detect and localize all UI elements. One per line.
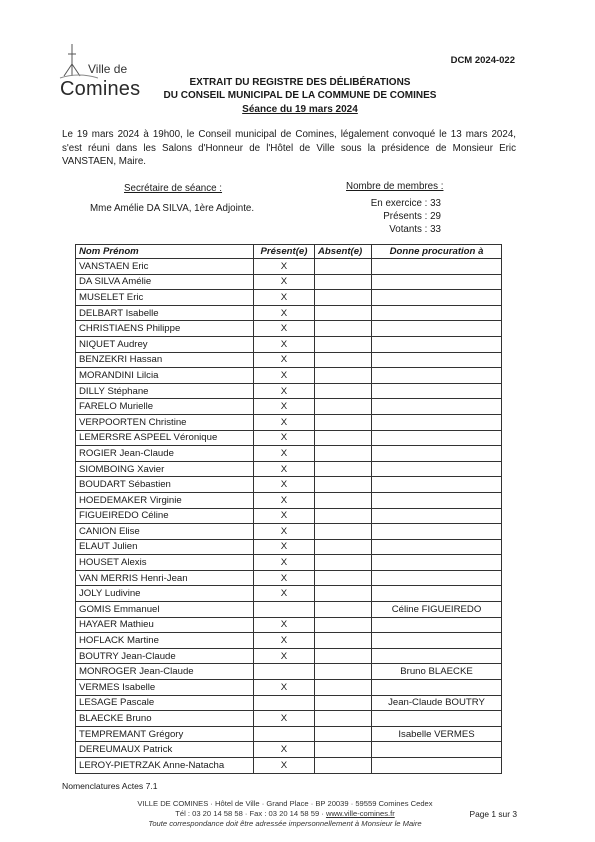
cell-name: ROGIER Jean-Claude <box>76 446 254 462</box>
table-row <box>76 274 502 290</box>
cell-present: X <box>254 711 315 727</box>
cell-absent <box>315 336 372 352</box>
cell-present: X <box>254 368 315 384</box>
city-logo <box>58 42 144 100</box>
cell-name: FARELO Murielle <box>76 399 254 415</box>
cell-name: HOUSET Alexis <box>76 555 254 571</box>
cell-name: VERPOORTEN Christine <box>76 414 254 430</box>
cell-name: GOMIS Emmanuel <box>76 602 254 618</box>
header-present: Présent(e) <box>254 245 315 259</box>
cell-procuration <box>372 586 502 602</box>
cell-present <box>254 726 315 742</box>
cell-procuration <box>372 633 502 649</box>
cell-absent <box>315 602 372 618</box>
cell-procuration <box>372 352 502 368</box>
cell-name: CANION Elise <box>76 524 254 540</box>
cell-present: X <box>254 570 315 586</box>
cell-present <box>254 695 315 711</box>
cell-procuration <box>372 680 502 696</box>
cell-present: X <box>254 446 315 462</box>
attendance-table <box>75 244 502 774</box>
cell-absent <box>315 726 372 742</box>
cell-present: X <box>254 399 315 415</box>
cell-present <box>254 602 315 618</box>
header-line-1: EXTRAIT DU REGISTRE DES DÉLIBÉRATIONS <box>189 77 411 88</box>
table-row <box>76 446 502 462</box>
cell-absent <box>315 508 372 524</box>
cell-absent <box>315 368 372 384</box>
cell-name: MORANDINI Lilcia <box>76 368 254 384</box>
cell-present: X <box>254 259 315 275</box>
members-presents: Présents : 29 <box>383 211 441 222</box>
table-row <box>76 586 502 602</box>
cell-present: X <box>254 477 315 493</box>
cell-procuration <box>372 274 502 290</box>
cell-absent <box>315 648 372 664</box>
cell-absent <box>315 492 372 508</box>
cell-name: BENZEKRI Hassan <box>76 352 254 368</box>
cell-present: X <box>254 414 315 430</box>
cell-procuration <box>372 617 502 633</box>
table-row <box>76 726 502 742</box>
cell-absent <box>315 290 372 306</box>
table-row <box>76 352 502 368</box>
header-line-2: DU CONSEIL MUNICIPAL DE LA COMMUNE DE COMINES <box>163 90 437 101</box>
table-row <box>76 648 502 664</box>
intro-paragraph: Le 19 mars 2024 à 19h00, le Conseil municipal de Comines, légalement convoqué le 13 mars 2024, s'est réuni dans les Salons d'Honneur de l'Hôtel de Ville sous la présidence de Monsieur Eric VANSTAEN, Maire. <box>62 129 516 167</box>
table-row <box>76 570 502 586</box>
cell-absent <box>315 742 372 758</box>
cell-name: BOUDART Sébastien <box>76 477 254 493</box>
cell-procuration <box>372 524 502 540</box>
cell-absent <box>315 555 372 571</box>
cell-present: X <box>254 305 315 321</box>
cell-name: VAN MERRIS Henri-Jean <box>76 570 254 586</box>
table-row <box>76 336 502 352</box>
cell-present: X <box>254 430 315 446</box>
cell-absent <box>315 352 372 368</box>
table-row <box>76 368 502 384</box>
cell-name: BLAECKE Bruno <box>76 711 254 727</box>
cell-name: LESAGE Pascale <box>76 695 254 711</box>
cell-procuration <box>372 648 502 664</box>
cell-name: HAYAER Mathieu <box>76 617 254 633</box>
table-row <box>76 305 502 321</box>
cell-absent <box>315 446 372 462</box>
table-row <box>76 461 502 477</box>
cell-absent <box>315 259 372 275</box>
cell-present: X <box>254 555 315 571</box>
cell-name: ELAUT Julien <box>76 539 254 555</box>
cell-procuration <box>372 492 502 508</box>
cell-name: JOLY Ludivine <box>76 586 254 602</box>
cell-absent <box>315 539 372 555</box>
table-row <box>76 430 502 446</box>
cell-procuration <box>372 430 502 446</box>
table-row <box>76 633 502 649</box>
cell-procuration: Isabelle VERMES <box>372 726 502 742</box>
cell-procuration <box>372 290 502 306</box>
cell-name: MUSELET Eric <box>76 290 254 306</box>
cell-name: VANSTAEN Eric <box>76 259 254 275</box>
table-row <box>76 508 502 524</box>
cell-name: BOUTRY Jean-Claude <box>76 648 254 664</box>
cell-name: TEMPREMANT Grégory <box>76 726 254 742</box>
table-row <box>76 492 502 508</box>
table-row <box>76 758 502 774</box>
cell-absent <box>315 617 372 633</box>
cell-procuration <box>372 399 502 415</box>
cell-absent <box>315 758 372 774</box>
cell-present: X <box>254 290 315 306</box>
cell-absent <box>315 633 372 649</box>
cell-name: HOFLACK Martine <box>76 633 254 649</box>
cell-present: X <box>254 586 315 602</box>
cell-procuration <box>372 461 502 477</box>
cell-name: DA SILVA Amélie <box>76 274 254 290</box>
table-row <box>76 477 502 493</box>
cell-present: X <box>254 352 315 368</box>
footer-phone-fax: Tél : 03 20 14 58 58 · Fax : 03 20 14 58 59 · <box>175 809 326 818</box>
cell-name: DILLY Stéphane <box>76 383 254 399</box>
table-row <box>76 259 502 275</box>
cell-present <box>254 664 315 680</box>
cell-present: X <box>254 508 315 524</box>
page-number: Page 1 sur 3 <box>469 809 517 819</box>
members-votants: Votants : 33 <box>389 224 441 235</box>
cell-name: LEMERSRE ASPEEL Véronique <box>76 430 254 446</box>
footer-website-link[interactable]: www.ville-comines.fr <box>325 809 395 818</box>
secretary-label: Secrétaire de séance : <box>124 183 223 194</box>
cell-absent <box>315 430 372 446</box>
cell-name: VERMES Isabelle <box>76 680 254 696</box>
cell-absent <box>315 524 372 540</box>
cell-procuration <box>372 758 502 774</box>
cell-procuration <box>372 368 502 384</box>
table-row <box>76 742 502 758</box>
cell-name: FIGUEIREDO Céline <box>76 508 254 524</box>
cell-absent <box>315 321 372 337</box>
cell-name: HOEDEMAKER Virginie <box>76 492 254 508</box>
cell-name: DEREUMAUX Patrick <box>76 742 254 758</box>
logo-ville-text: Ville de <box>88 62 128 76</box>
cell-present: X <box>254 680 315 696</box>
cell-name: MONROGER Jean-Claude <box>76 664 254 680</box>
cell-procuration <box>372 336 502 352</box>
header-procuration: Donne procuration à <box>372 245 502 259</box>
cell-procuration <box>372 305 502 321</box>
cell-present: X <box>254 321 315 337</box>
table-row <box>76 555 502 571</box>
header-nom-prenom: Nom Prénom <box>76 245 254 259</box>
table-row <box>76 524 502 540</box>
secretary-name: Mme Amélie DA SILVA, 1ère Adjointe. <box>90 203 255 214</box>
table-row <box>76 399 502 415</box>
cell-absent <box>315 664 372 680</box>
nomenclature-code: Nomenclatures Actes 7.1 <box>62 781 158 791</box>
cell-procuration <box>372 383 502 399</box>
cell-procuration: Céline FIGUEIREDO <box>372 602 502 618</box>
cell-procuration: Jean-Claude BOUTRY <box>372 695 502 711</box>
footer-contact <box>100 809 470 819</box>
cell-present: X <box>254 524 315 540</box>
table-row <box>76 617 502 633</box>
cell-absent <box>315 477 372 493</box>
cell-procuration <box>372 321 502 337</box>
cell-present: X <box>254 336 315 352</box>
cell-present: X <box>254 492 315 508</box>
cell-absent <box>315 274 372 290</box>
cell-absent <box>315 570 372 586</box>
cell-name: NIQUET Audrey <box>76 336 254 352</box>
footer-address: VILLE DE COMINES · Hôtel de Ville · Grand Place · BP 20039 · 59559 Comines Cedex <box>137 799 433 808</box>
cell-absent <box>315 399 372 415</box>
table-row <box>76 290 502 306</box>
cell-present: X <box>254 539 315 555</box>
table-row <box>76 602 502 618</box>
document-reference: DCM 2024-022 <box>450 55 515 66</box>
table-row <box>76 695 502 711</box>
footer-correspondence-note: Toute correspondance doit être adressée impersonnellement à Monsieur le Maire <box>148 819 422 828</box>
cell-procuration: Bruno BLAECKE <box>372 664 502 680</box>
cell-present: X <box>254 617 315 633</box>
cell-present: X <box>254 461 315 477</box>
cell-procuration <box>372 477 502 493</box>
cell-procuration <box>372 508 502 524</box>
cell-absent <box>315 711 372 727</box>
cell-absent <box>315 383 372 399</box>
cell-present: X <box>254 274 315 290</box>
session-date-title: Séance du 19 mars 2024 <box>242 104 358 115</box>
cell-name: DELBART Isabelle <box>76 305 254 321</box>
cell-present: X <box>254 742 315 758</box>
table-row <box>76 711 502 727</box>
header-absent: Absent(e) <box>315 245 372 259</box>
table-row <box>76 321 502 337</box>
cell-procuration <box>372 711 502 727</box>
cell-absent <box>315 461 372 477</box>
table-row <box>76 680 502 696</box>
cell-name: CHRISTIAENS Philippe <box>76 321 254 337</box>
cell-absent <box>315 305 372 321</box>
table-row <box>76 664 502 680</box>
cell-procuration <box>372 259 502 275</box>
cell-procuration <box>372 742 502 758</box>
cell-absent <box>315 586 372 602</box>
table-row <box>76 414 502 430</box>
cell-name: LEROY-PIETRZAK Anne-Natacha <box>76 758 254 774</box>
cell-absent <box>315 680 372 696</box>
members-label: Nombre de membres : <box>346 181 444 192</box>
cell-procuration <box>372 555 502 571</box>
cell-absent <box>315 414 372 430</box>
cell-procuration <box>372 446 502 462</box>
cell-name: SIOMBOING Xavier <box>76 461 254 477</box>
table-row <box>76 539 502 555</box>
table-header-row <box>76 245 502 259</box>
cell-present: X <box>254 633 315 649</box>
cell-present: X <box>254 758 315 774</box>
logo-comines-text: Comines <box>60 78 141 100</box>
members-en-exercice: En exercice : 33 <box>370 198 441 209</box>
cell-present: X <box>254 648 315 664</box>
table-row <box>76 383 502 399</box>
cell-procuration <box>372 570 502 586</box>
cell-absent <box>315 695 372 711</box>
cell-procuration <box>372 414 502 430</box>
cell-procuration <box>372 539 502 555</box>
cell-present: X <box>254 383 315 399</box>
